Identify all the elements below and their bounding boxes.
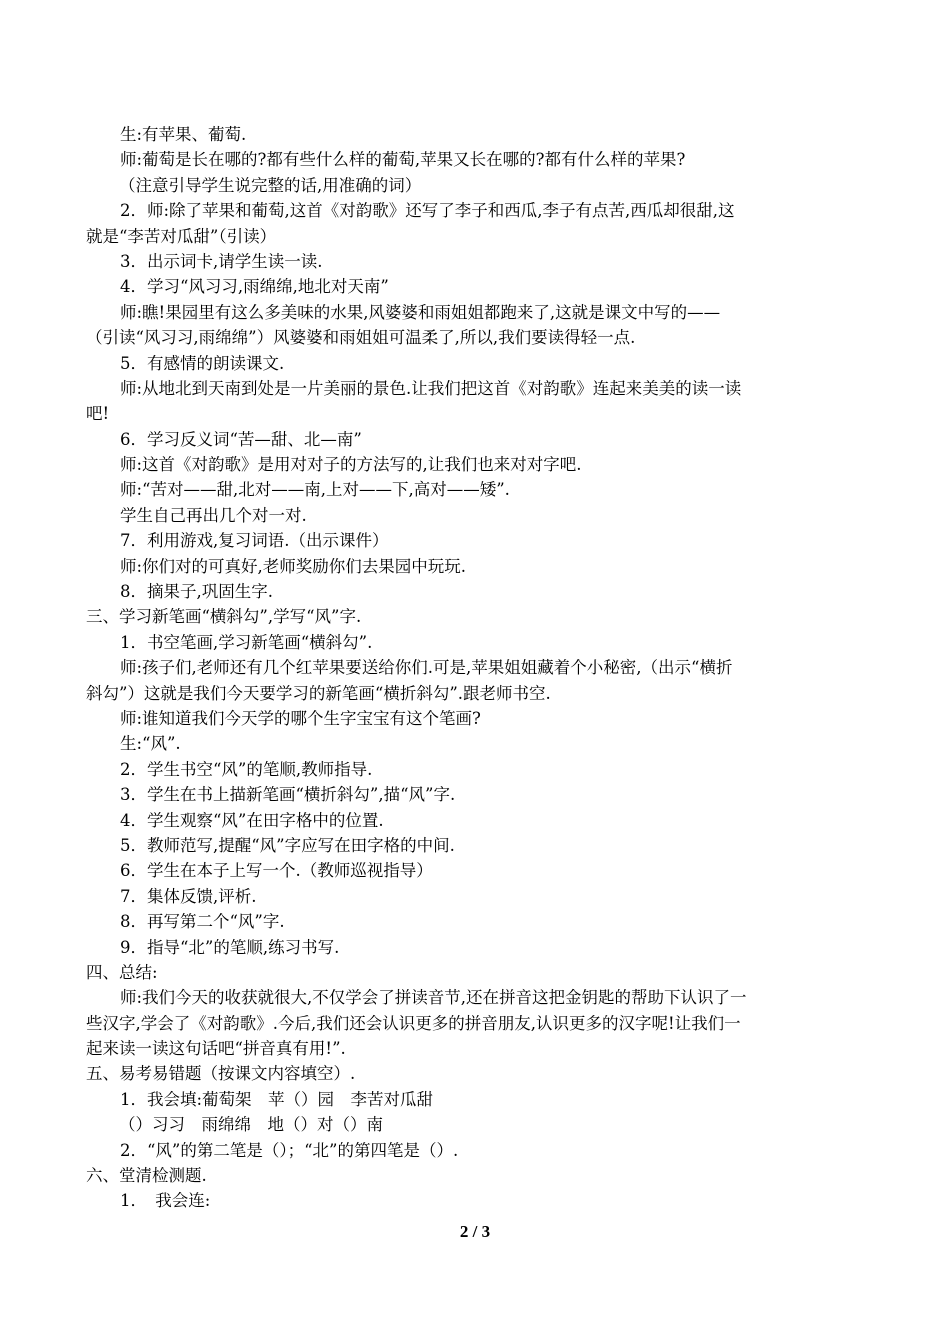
text-line: 6．学习反义词“苦—甜、北—南” — [120, 429, 362, 449]
text-line: 9．指导“北”的笔顺,练习书写. — [120, 937, 340, 957]
document-body — [86, 122, 866, 1214]
text-line: 8．再写第二个“风”字. — [120, 912, 285, 932]
text-line: 四、总结: — [86, 962, 158, 982]
text-line: 1．我会填:葡萄架 苹（）园 李苦对瓜甜 — [120, 1089, 434, 1109]
text-line: 师:从地北到天南到处是一片美丽的景色.让我们把这首《对韵歌》连起来美美的读一读 — [120, 378, 742, 398]
text-line: 5．有感情的朗读课文. — [120, 353, 285, 373]
text-line: 师:谁知道我们今天学的哪个生字宝宝有这个笔画? — [120, 708, 481, 728]
text-line: 斜勾”）这就是我们今天要学习的新笔画“横折斜勾”.跟老师书空. — [86, 683, 551, 703]
text-line: 1．书空笔画,学习新笔画“横斜勾”. — [120, 632, 373, 652]
text-line: 师:孩子们,老师还有几个红苹果要送给你们.可是,苹果姐姐藏着个小秘密,（出示“横折 — [120, 658, 733, 678]
text-line: 学生自己再出几个对一对. — [120, 505, 307, 525]
text-line: （引读“风习习,雨绵绵”）风婆婆和雨姐姐可温柔了,所以,我们要读得轻一点. — [86, 328, 636, 348]
text-line: 六、堂清检测题. — [86, 1166, 207, 1186]
text-line: 三、学习新笔画“横斜勾”,学写“风”字. — [86, 607, 362, 627]
text-line: 起来读一读这句话吧“拼音真有用!”. — [86, 1039, 346, 1059]
text-line: 8．摘果子,巩固生字. — [120, 582, 273, 602]
text-line: 师:“苦对——甜,北对——南,上对——下,高对——矮”. — [120, 480, 510, 500]
text-line: 吧! — [86, 404, 110, 424]
text-line: 7．利用游戏,复习词语.（出示课件） — [120, 531, 389, 551]
text-line: 7．集体反馈,评析. — [120, 886, 257, 906]
text-line: 就是“李苦对瓜甜”（引读） — [86, 226, 277, 246]
text-line: 2．师:除了苹果和葡萄,这首《对韵歌》还写了李子和西瓜,李子有点苦,西瓜却很甜,这 — [120, 201, 735, 221]
text-line: 五、易考易错题（按课文内容填空）. — [86, 1064, 356, 1084]
text-line: 师:我们今天的收获就很大,不仅学会了拼读音节,还在拼音这把金钥匙的帮助下认识了一 — [120, 988, 747, 1008]
text-line: 师:瞧!果园里有这么多美味的水果,风婆婆和雨姐姐都跑来了,这就是课文中写的—— — [120, 302, 721, 322]
text-line: 4．学习“风习习,雨绵绵,地北对天南” — [120, 277, 389, 297]
text-line: 2．“风”的第二笔是（）；“北”的第四笔是（）. — [120, 1140, 459, 1160]
text-line: 1． 我会连: — [120, 1191, 211, 1211]
text-line: 3．学生在书上描新笔画“横折斜勾”,描“风”字. — [120, 785, 456, 805]
text-line: 生:“风”. — [120, 734, 181, 754]
text-line: 4．学生观察“风”在田字格中的位置. — [120, 810, 384, 830]
text-line: 师:葡萄是长在哪的?都有些什么样的葡萄,苹果又长在哪的?都有什么样的苹果? — [120, 150, 686, 170]
text-line: 生:有苹果、葡萄. — [120, 125, 247, 144]
text-line: 师:这首《对韵歌》是用对对子的方法写的,让我们也来对对字吧. — [120, 455, 582, 475]
text-line: 6．学生在本子上写一个.（教师巡视指导） — [120, 861, 433, 881]
text-line: 些汉字,学会了《对韵歌》.今后,我们还会认识更多的拼音朋友,认识更多的汉字呢!让我们一 — [86, 1013, 741, 1033]
text-line: （注意引导学生说完整的话,用准确的词） — [119, 175, 422, 195]
text-line: （）习习 雨绵绵 地（）对（）南 — [119, 1115, 383, 1135]
text-line: 师:你们对的可真好,老师奖励你们去果园中玩玩. — [120, 556, 467, 576]
text-line: 3．出示词卡,请学生读一读. — [120, 251, 323, 271]
text-line: 2．学生书空“风”的笔顺,教师指导. — [120, 759, 373, 779]
page-number: 2 / 3 — [459, 1222, 491, 1241]
text-line: 5．教师范写,提醒“风”字应写在田字格的中间. — [120, 835, 455, 855]
